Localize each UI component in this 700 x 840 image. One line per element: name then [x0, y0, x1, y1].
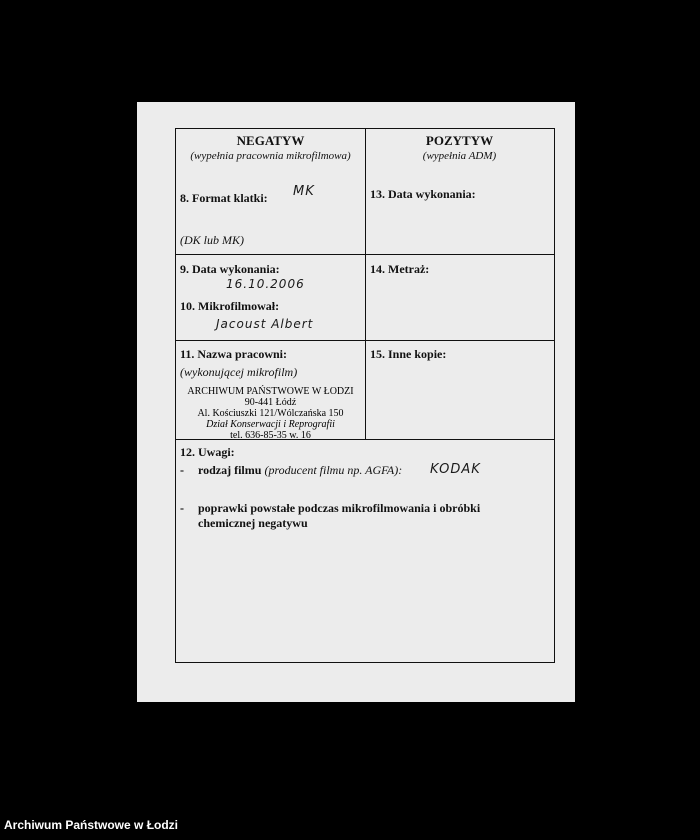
film-type-label: rodzaj filmu	[198, 463, 262, 477]
date-label: 9. Data wykonania:	[180, 262, 280, 276]
stamp-line-4: Dział Konserwacji i Reprografii	[206, 419, 335, 430]
negatyw-title: NEGATYW	[236, 133, 305, 148]
remarks-label: 12. Uwagi:	[180, 445, 235, 459]
format-hint: (DK lub MK)	[180, 233, 244, 247]
workshop-hint: (wykonującej mikrofilm)	[180, 365, 298, 379]
format-label: 8. Format klatki:	[180, 191, 268, 205]
row-divider	[176, 340, 554, 341]
filmed-by-signature: Jacoust Albert	[216, 317, 314, 331]
corrections-line-1: poprawki powstałe podczas mikrofilmowania i obróbki	[198, 501, 481, 515]
film-type-hint: (producent filmu np. AGFA):	[264, 463, 403, 477]
pozytyw-title: POZYTYW	[425, 133, 494, 148]
document-card	[137, 102, 575, 702]
negatyw-header	[176, 133, 365, 162]
remarks-bullet-1: -	[180, 463, 184, 477]
stamp-line-5: tel. 636-85-35 w. 16	[230, 430, 311, 441]
microfilm-form	[175, 128, 555, 663]
corrections-line-2: chemicznej negatywu	[198, 516, 308, 530]
archive-footer: Archiwum Państwowe w Łodzi	[4, 818, 179, 832]
filmed-by-label: 10. Mikrofilmował:	[180, 299, 280, 313]
film-type-value: KODAK	[430, 462, 481, 477]
pozytyw-date-label: 13. Data wykonania:	[370, 187, 476, 201]
negatyw-subtitle: (wypełnia pracownia mikrofilmowa)	[190, 150, 351, 162]
archive-stamp	[176, 386, 365, 441]
stamp-line-3: Al. Kościuszki 121/Wólczańska 150	[197, 408, 344, 419]
date-value: 16.10.2006	[226, 277, 305, 291]
column-divider	[365, 129, 366, 439]
length-label: 14. Metraż:	[370, 262, 430, 276]
remarks-item-corrections	[198, 501, 480, 531]
stamp-line-2: 90-441 Łódź	[244, 397, 297, 408]
pozytyw-header	[365, 133, 554, 162]
row-divider	[176, 254, 554, 255]
pozytyw-subtitle: (wypełnia ADM)	[422, 150, 497, 162]
copies-label: 15. Inne kopie:	[370, 347, 447, 361]
workshop-label: 11. Nazwa pracowni:	[180, 347, 287, 361]
format-value: MK	[293, 184, 315, 199]
remarks-item-film-type	[198, 463, 402, 478]
stamp-line-1: ARCHIWUM PAŃSTWOWE W ŁODZI	[187, 386, 354, 397]
remarks-bullet-2: -	[180, 501, 184, 515]
